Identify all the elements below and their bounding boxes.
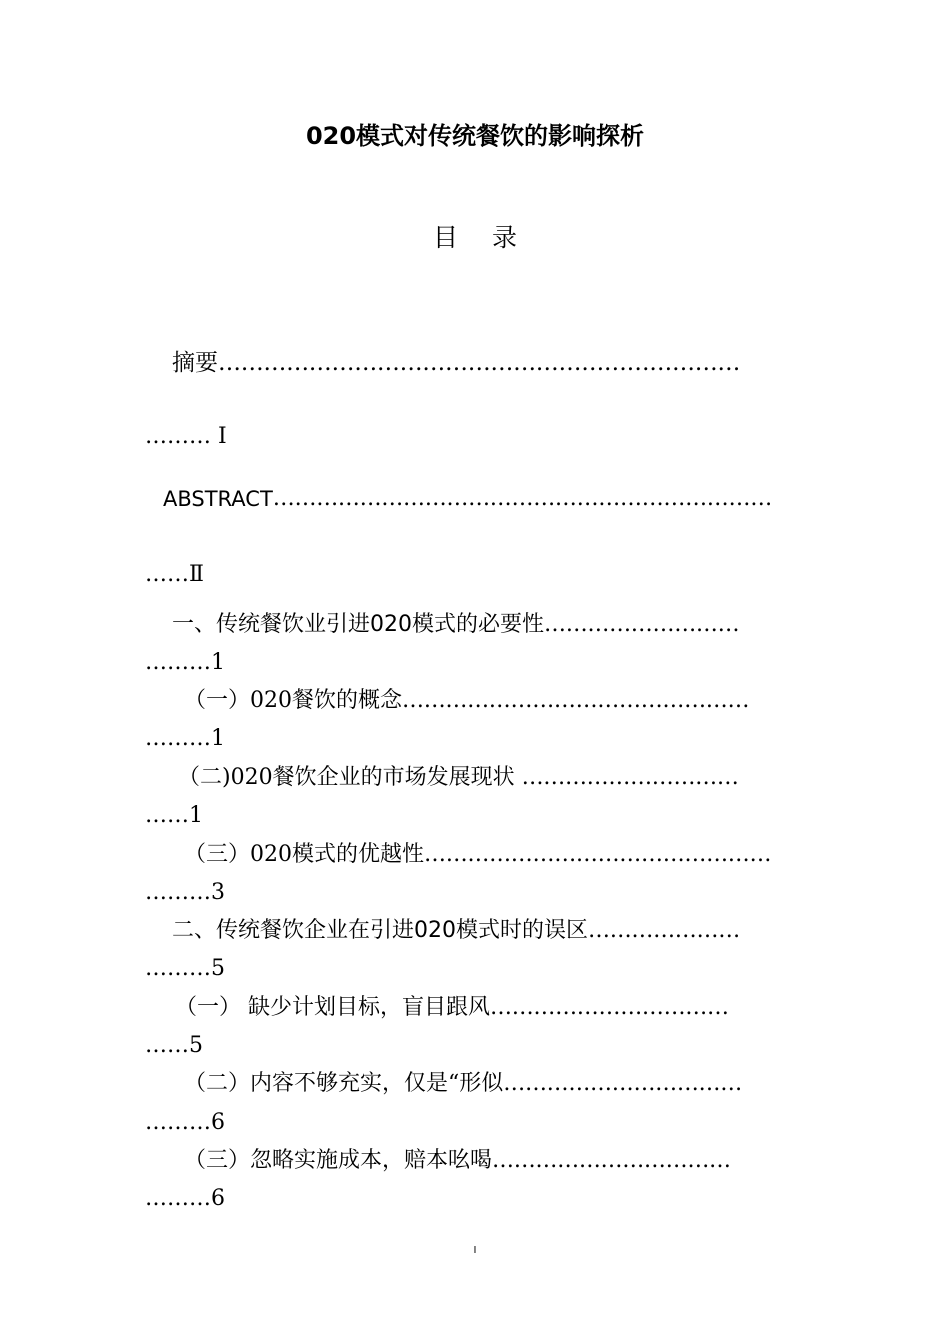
toc-entry-label: （三）020模式的优越性 xyxy=(184,842,424,867)
toc-page-number: 6 xyxy=(211,1110,225,1135)
toc-entry-abstract-en[interactable] xyxy=(163,482,805,516)
toc-entry-label: （一）020餐饮的概念 xyxy=(184,688,402,713)
toc-entry-section-1-2[interactable] xyxy=(178,761,805,795)
toc-page-number: 1 xyxy=(211,650,225,675)
toc-leader: …………………………………………………………… xyxy=(272,486,772,511)
toc-heading-left: 目 xyxy=(432,223,458,252)
page-number: I xyxy=(473,1245,477,1256)
toc-page-number: 5 xyxy=(211,956,225,981)
toc-entry-continuation xyxy=(145,952,225,986)
toc-entry-abstract-cn[interactable] xyxy=(172,346,805,380)
toc-entry-continuation xyxy=(145,799,203,833)
toc-entry-section-2-3[interactable] xyxy=(184,1144,805,1178)
document-title: 020模式对传统餐饮的影响探析 xyxy=(305,122,645,150)
toc-entry-section-2[interactable] xyxy=(172,914,805,948)
toc-entry-section-2-2[interactable] xyxy=(184,1067,805,1101)
toc-entry-continuation xyxy=(145,1106,225,1140)
toc-leader: …………………………… xyxy=(503,1071,742,1096)
toc-entry-continuation xyxy=(145,722,225,756)
toc-entry-continuation xyxy=(145,558,204,592)
toc-leader: ………………………… xyxy=(521,765,739,790)
toc-page-number: Ⅰ xyxy=(218,424,227,449)
toc-leader: ………………………………………… xyxy=(424,842,772,867)
toc-entry-label: 摘要 xyxy=(172,350,218,376)
toc-leader: ……… xyxy=(145,650,211,675)
toc-leader: ……… xyxy=(145,1186,211,1211)
toc-entry-continuation xyxy=(145,1029,203,1063)
toc-leader: ………………… xyxy=(588,918,740,943)
toc-entry-label: ABSTRACT xyxy=(163,487,273,511)
toc-heading-right: 录 xyxy=(492,223,518,252)
toc-leader: ……… xyxy=(145,880,211,905)
toc-entry-continuation xyxy=(145,1182,225,1216)
toc-page-number: 6 xyxy=(211,1186,225,1211)
toc-leader: ……… xyxy=(145,726,211,751)
toc-entry-continuation xyxy=(145,420,227,454)
toc-entry-label: （三）忽略实施成本，赔本吆喝 xyxy=(184,1148,493,1173)
toc-entry-label: 二、传统餐饮企业在引进020模式时的误区 xyxy=(172,918,588,943)
toc-entry-label: （二）内容不够充实，仅是“形似 xyxy=(184,1071,504,1096)
toc-entry-continuation xyxy=(145,876,225,910)
toc-leader: …………………………… xyxy=(492,1148,731,1173)
toc-leader: …… xyxy=(145,1033,189,1058)
toc-entry-section-1-3[interactable] xyxy=(184,838,805,872)
toc-leader: ………………………………………… xyxy=(402,688,750,713)
toc-entry-section-1-1[interactable] xyxy=(184,684,805,718)
toc-entry-label: （一） 缺少计划目标，盲目跟风 xyxy=(175,995,490,1020)
toc-leader: …………………………………………………………… xyxy=(218,350,741,376)
toc-entry-label: 一、传统餐饮业引进020模式的必要性 xyxy=(172,612,544,637)
toc-leader: ……………………… xyxy=(544,612,740,637)
toc-entry-section-1[interactable] xyxy=(172,608,805,642)
toc-leader: …………………………… xyxy=(490,995,729,1020)
toc-leader: …… xyxy=(145,562,189,587)
toc-page-number: 3 xyxy=(211,880,225,905)
toc-leader: ……… xyxy=(145,424,211,449)
toc-entry-label: （二)020餐饮企业的市场发展现状 xyxy=(178,765,522,790)
toc-entry-section-2-1[interactable] xyxy=(175,991,805,1025)
toc-entry-continuation xyxy=(145,646,225,680)
toc-heading xyxy=(0,220,950,256)
toc-leader: …… xyxy=(145,803,189,828)
toc-page-number: Ⅱ xyxy=(189,562,204,587)
toc-leader: ……… xyxy=(145,1110,211,1135)
toc-page-number: 5 xyxy=(189,1033,203,1058)
toc-page-number: 1 xyxy=(189,803,203,828)
toc-leader: ……… xyxy=(145,956,211,981)
toc-page-number: 1 xyxy=(211,726,225,751)
